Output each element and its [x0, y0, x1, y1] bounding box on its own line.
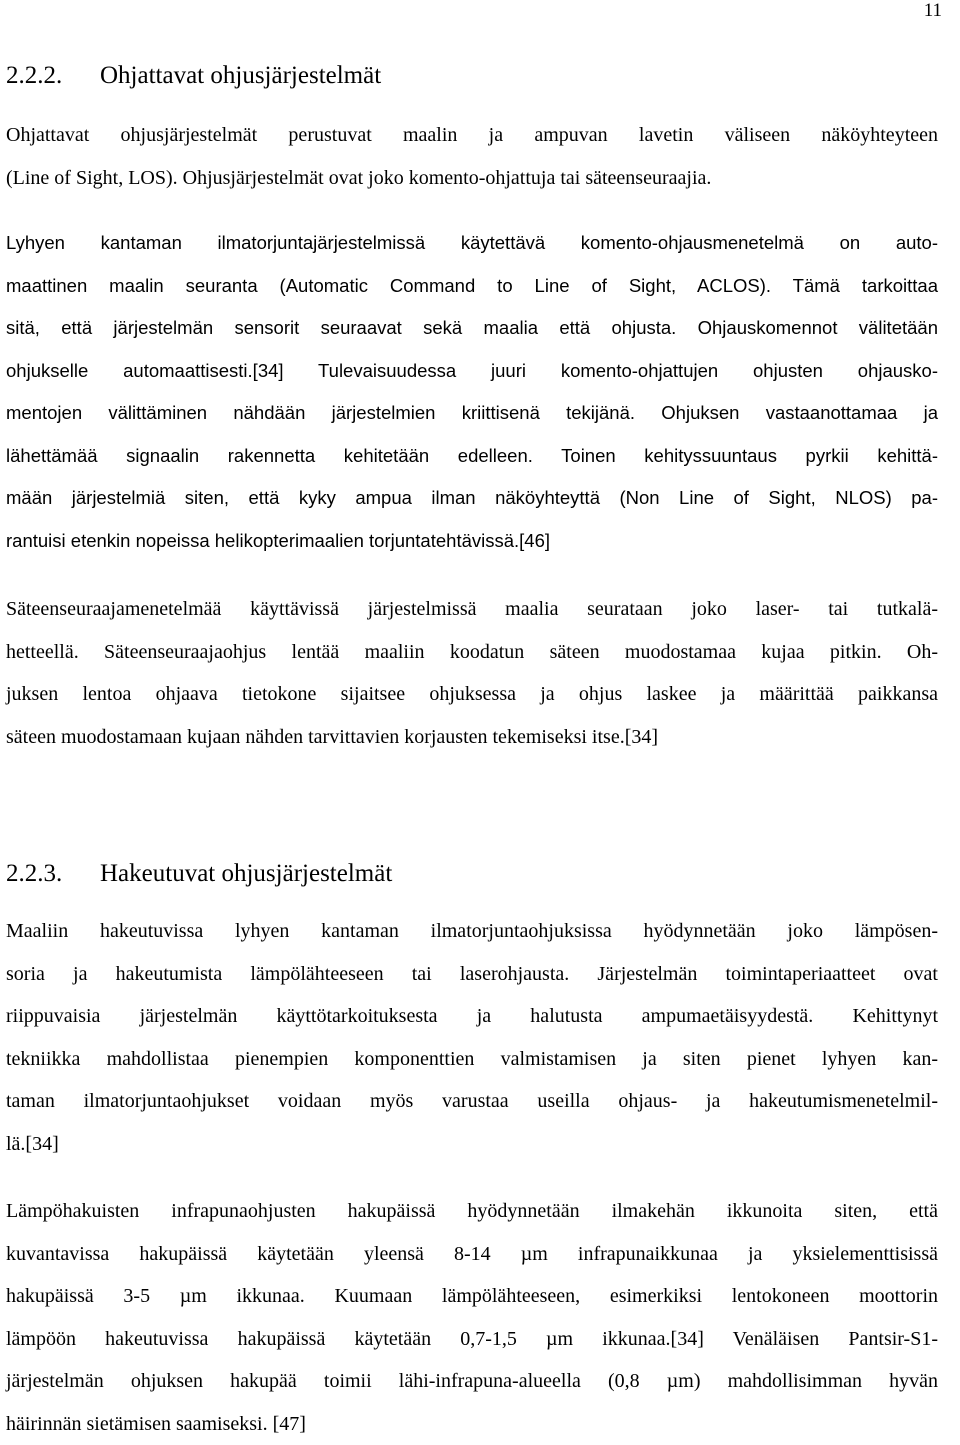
text-line: Lämpöhakuisten infrapunaohjusten hakupäissä hyödynnetään ilmakehän ikkunoita siten, että [6, 1190, 938, 1233]
text-line: järjestelmän ohjuksen hakupää toimii lähi-infrapuna-alueella (0,8 µm) mahdollisimman hyvän [6, 1360, 938, 1403]
text-line: riippuvaisia järjestelmän käyttötarkoituksesta ja halutusta ampumaetäisyydestä. Kehittynyt [6, 995, 938, 1038]
text-line: mentojen välittäminen nähdään järjestelmien kriittisenä tekijänä. Ohjuksen vastaanottamaa ja [6, 392, 938, 435]
text-line: juksen lentoa ohjaava tietokone sijaitsee ohjuksessa ja ohjus laskee ja määrittää paikkansa [6, 673, 938, 716]
text-line: hakupäissä 3-5 µm ikkunaa. Kuumaan lämpölähteeseen, esimerkiksi lentokoneen moottorin [6, 1275, 938, 1318]
paragraph-3 [6, 588, 938, 758]
text-line: tekniikka mahdollistaa pienempien komponenttien valmistamisen ja siten pienet lyhyen kan- [6, 1038, 938, 1081]
text-line: lä.[34] [6, 1123, 938, 1166]
page-number: 11 [924, 0, 942, 22]
text-line: sitä, että järjestelmän sensorit seuraavat sekä maalia että ohjusta. Ohjauskomennot välitetään [6, 307, 938, 350]
text-line: häirinnän sietämisen saamiseksi. [47] [6, 1403, 938, 1445]
section-number: 2.2.2. [6, 62, 100, 90]
text-line: Lyhyen kantaman ilmatorjuntajärjestelmissä käytettävä komento-ohjausmenetelmä on auto- [6, 222, 938, 265]
text-line: maattinen maalin seuranta (Automatic Command to Line of Sight, ACLOS). Tämä tarkoittaa [6, 265, 938, 308]
text-line: taman ilmatorjuntaohjukset voidaan myös varustaa useilla ohjaus- ja hakeutumismenetelmil- [6, 1080, 938, 1123]
section-title: Ohjattavat ohjusjärjestelmät [100, 62, 381, 89]
text-line: ohjukselle automaattisesti.[34] Tulevaisuudessa juuri komento-ohjattujen ohjusten ohjausko- [6, 350, 938, 393]
text-line: soria ja hakeutumista lämpölähteeseen tai laserohjausta. Järjestelmän toimintaperiaatteet ovat [6, 953, 938, 996]
text-line: hetteellä. Säteenseuraajaohjus lentää maaliin koodatun säteen muodostamaa kujaa pitkin. Oh- [6, 631, 938, 674]
paragraph-5 [6, 1190, 938, 1445]
text-line: mään järjestelmiä siten, että kyky ampua ilman näköyhteyttä (Non Line of Sight, NLOS) pa- [6, 477, 938, 520]
paragraph-1 [6, 114, 938, 199]
text-line: Ohjattavat ohjusjärjestelmät perustuvat maalin ja ampuvan lavetin väliseen näköyhteyteen [6, 114, 938, 157]
text-line: kuvantavissa hakupäissä käytetään yleensä 8-14 µm infrapunaikkunaa ja yksielementtisissä [6, 1233, 938, 1276]
text-line: Säteenseuraajamenetelmää käyttävissä järjestelmissä maalia seurataan joko laser- tai tutkalä- [6, 588, 938, 631]
paragraph-4 [6, 910, 938, 1165]
text-line: Maaliin hakeutuvissa lyhyen kantaman ilmatorjuntaohjuksissa hyödynnetään joko lämpösen- [6, 910, 938, 953]
text-line: lähettämää signaalin rakennetta kehitetään edelleen. Toinen kehityssuuntaus pyrkii kehittä- [6, 435, 938, 478]
text-line: lämpöön hakeutuvissa hakupäissä käytetään 0,7-1,5 µm ikkunaa.[34] Venäläisen Pantsir-S1- [6, 1318, 938, 1361]
text-line: säteen muodostamaan kujaan nähden tarvittavien korjausten tekemiseksi itse.[34] [6, 716, 938, 759]
text-line: rantuisi etenkin nopeissa helikopterimaalien torjuntatehtävissä.[46] [6, 520, 938, 563]
section-title: Hakeutuvat ohjusjärjestelmät [100, 860, 392, 887]
paragraph-2 [6, 222, 938, 562]
section-heading-2-2-3 [6, 860, 392, 888]
section-heading-2-2-2 [6, 62, 381, 90]
section-number: 2.2.3. [6, 860, 100, 888]
text-line: (Line of Sight, LOS). Ohjusjärjestelmät ovat joko komento-ohjattuja tai säteenseuraajia. [6, 157, 938, 200]
